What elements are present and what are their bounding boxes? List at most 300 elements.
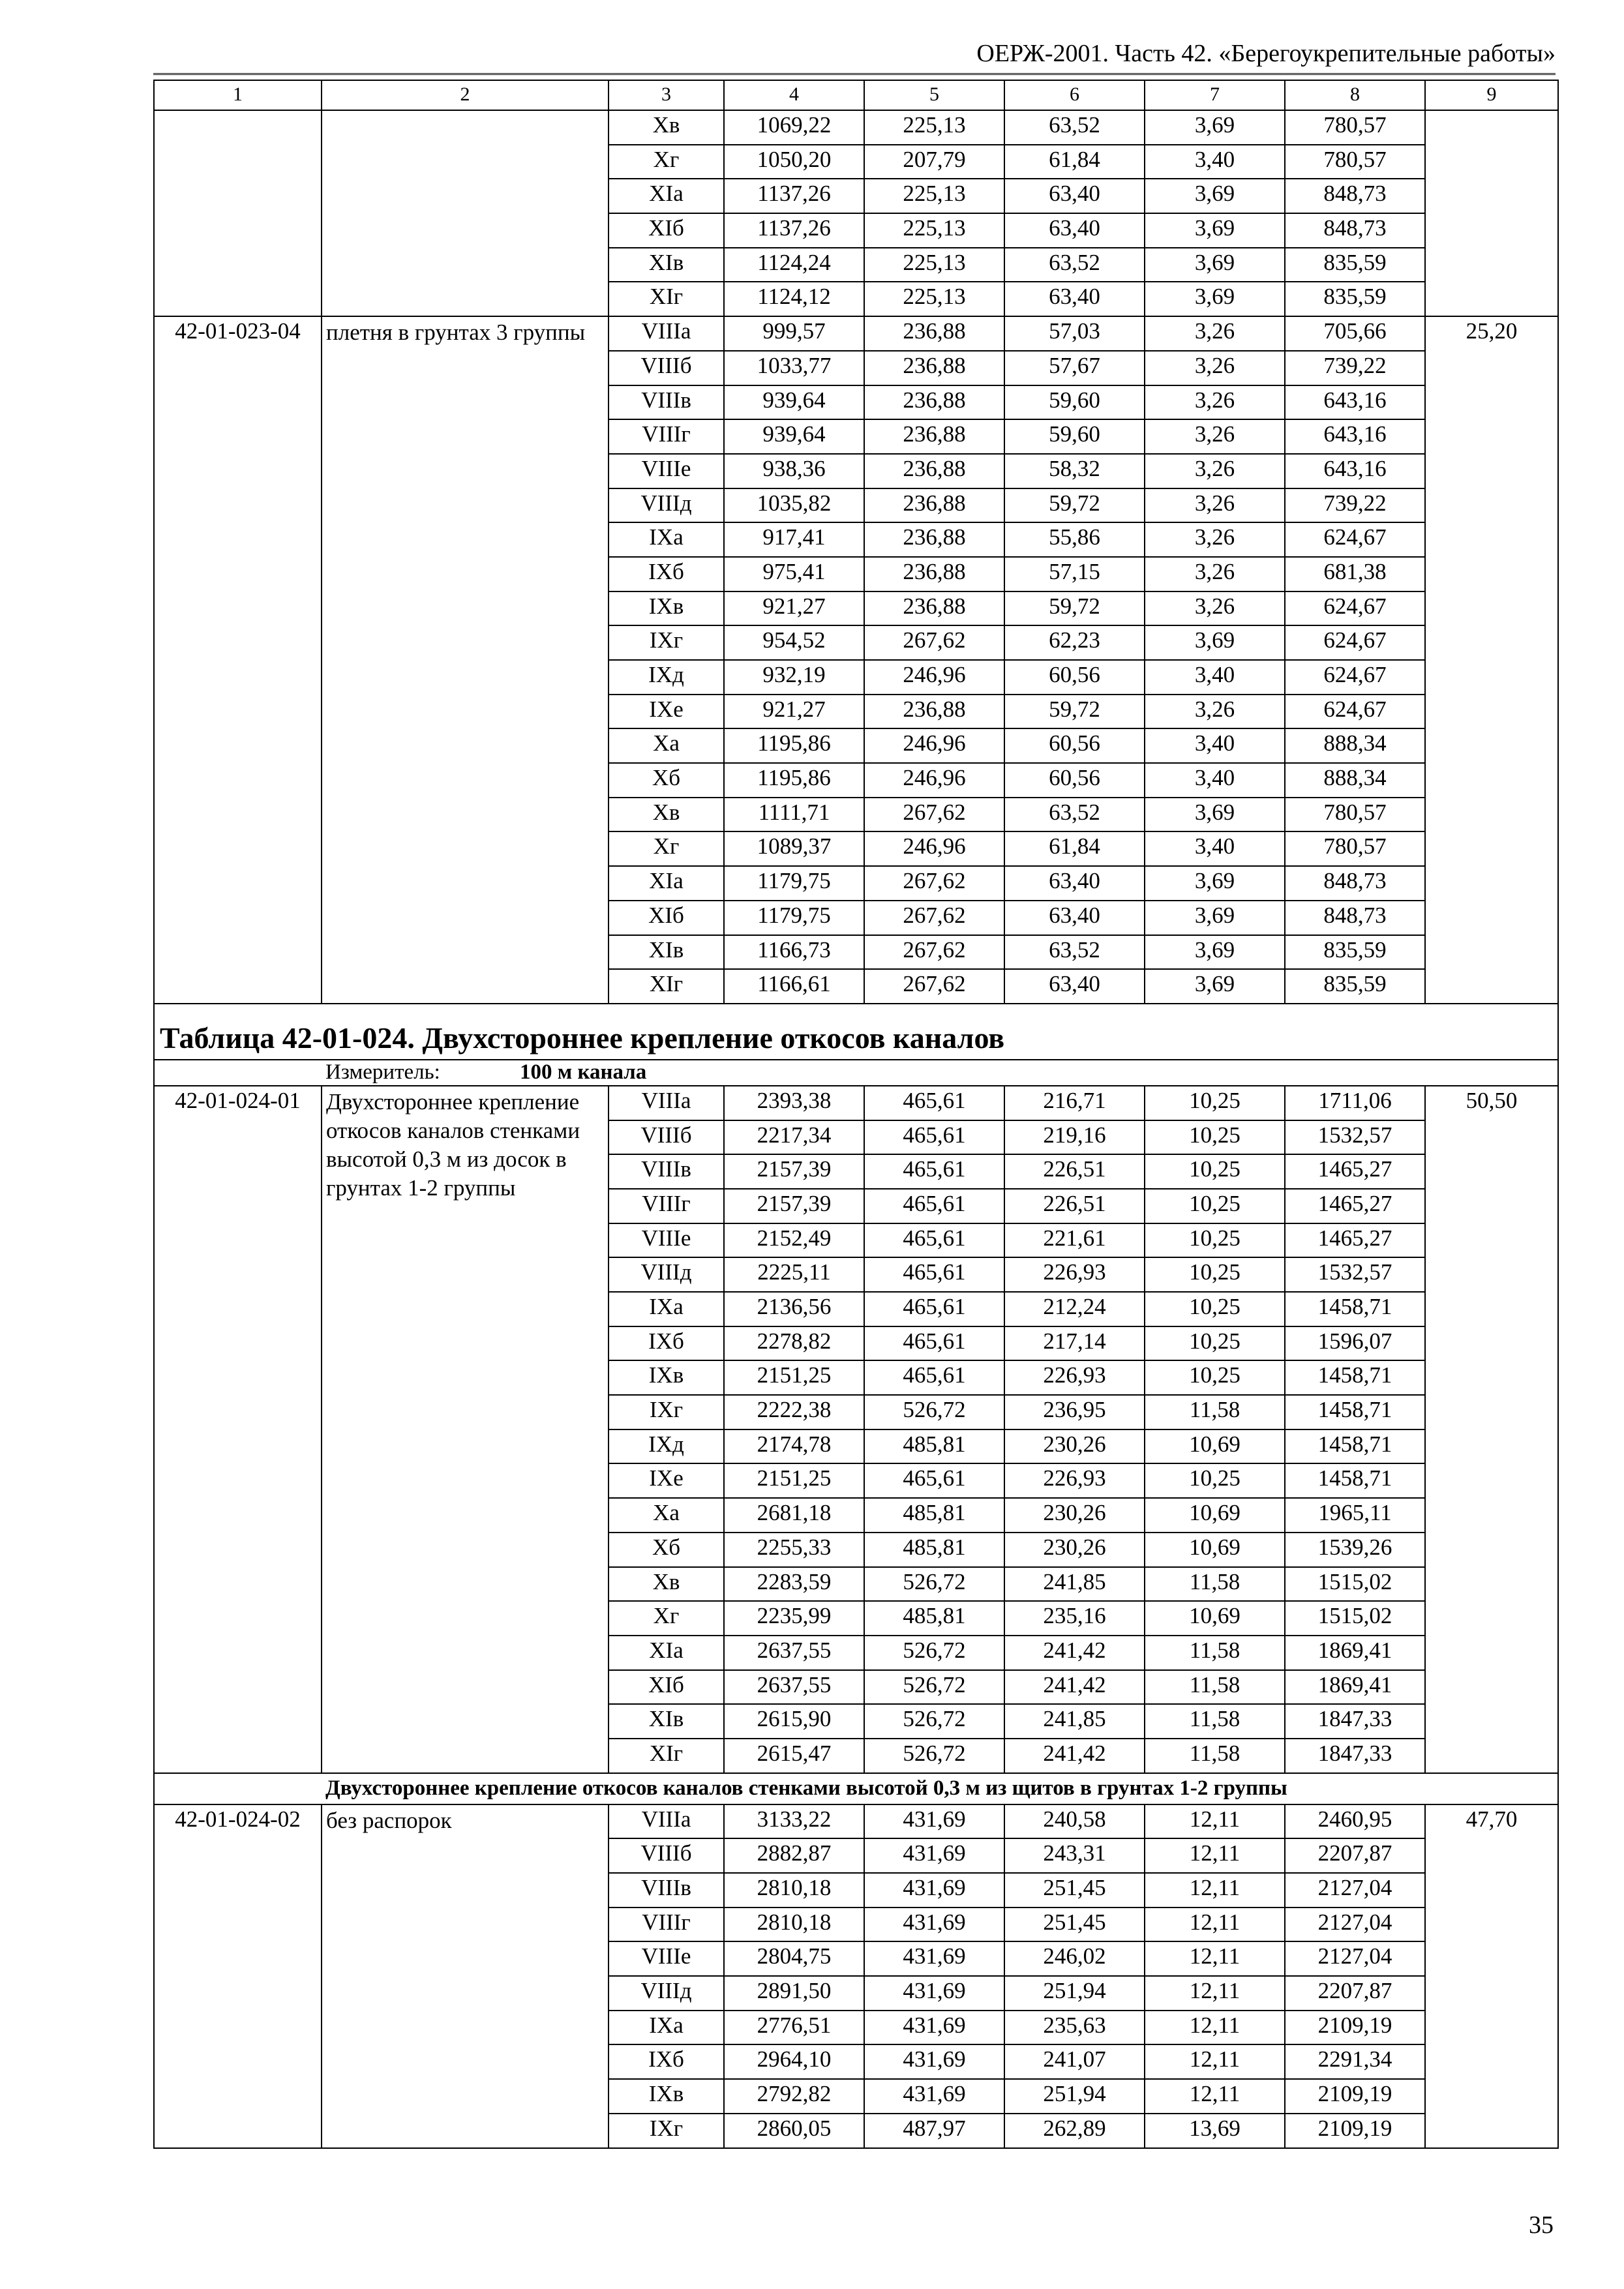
value-col7: 3,26 <box>1145 385 1285 420</box>
rate-description: Двухстороннее крепление откосов каналов стенками высотой 0,3 м из досок в грунтах 1-2 группы <box>322 1086 609 1773</box>
rate-code <box>154 110 322 316</box>
zone: VIIIб <box>609 1120 724 1155</box>
zone: ХIа <box>609 866 724 901</box>
value-col8: 624,67 <box>1285 695 1425 729</box>
rate-description <box>322 110 609 316</box>
value-col6: 217,14 <box>1004 1326 1145 1361</box>
labor-cost: 25,20 <box>1425 316 1558 1004</box>
value-col4: 954,52 <box>724 625 864 660</box>
value-col5: 236,88 <box>864 557 1004 591</box>
value-col7: 11,58 <box>1145 1670 1285 1705</box>
value-col4: 921,27 <box>724 591 864 626</box>
value-col7: 11,58 <box>1145 1739 1285 1773</box>
value-col8: 624,67 <box>1285 625 1425 660</box>
value-col5: 485,81 <box>864 1533 1004 1567</box>
value-col4: 2151,25 <box>724 1463 864 1498</box>
value-col4: 1069,22 <box>724 110 864 145</box>
value-col6: 61,84 <box>1004 831 1145 866</box>
value-col7: 3,40 <box>1145 660 1285 695</box>
zone: ХIб <box>609 1670 724 1705</box>
zone: IХа <box>609 522 724 557</box>
zone: Хв <box>609 1567 724 1602</box>
value-col6: 219,16 <box>1004 1120 1145 1155</box>
value-col5: 465,61 <box>864 1292 1004 1326</box>
value-col5: 465,61 <box>864 1463 1004 1498</box>
value-col5: 225,13 <box>864 248 1004 282</box>
value-col8: 888,34 <box>1285 763 1425 798</box>
value-col8: 1596,07 <box>1285 1326 1425 1361</box>
value-col6: 236,95 <box>1004 1395 1145 1429</box>
value-col7: 3,26 <box>1145 488 1285 523</box>
value-col6: 63,40 <box>1004 866 1145 901</box>
column-number: 3 <box>609 80 724 110</box>
value-col6: 63,40 <box>1004 282 1145 316</box>
value-col7: 12,11 <box>1145 2044 1285 2079</box>
value-col7: 11,58 <box>1145 1704 1285 1739</box>
zone: Ха <box>609 1498 724 1533</box>
rate-description: без распорок <box>322 1804 609 2148</box>
value-col6: 226,93 <box>1004 1360 1145 1395</box>
value-col5: 465,61 <box>864 1223 1004 1258</box>
value-col4: 2283,59 <box>724 1567 864 1602</box>
value-col8: 1465,27 <box>1285 1189 1425 1223</box>
value-col6: 58,32 <box>1004 454 1145 488</box>
value-col7: 12,11 <box>1145 1804 1285 1839</box>
value-col5: 267,62 <box>864 969 1004 1004</box>
value-col6: 212,24 <box>1004 1292 1145 1326</box>
value-col6: 62,23 <box>1004 625 1145 660</box>
value-col6: 235,16 <box>1004 1601 1145 1636</box>
value-col7: 12,11 <box>1145 1873 1285 1908</box>
value-col5: 465,61 <box>864 1120 1004 1155</box>
table-row <box>154 1086 1558 1120</box>
value-col7: 3,69 <box>1145 179 1285 213</box>
zone: VIIIа <box>609 316 724 351</box>
value-col8: 780,57 <box>1285 110 1425 145</box>
value-col6: 226,93 <box>1004 1257 1145 1292</box>
zone: ХIг <box>609 1739 724 1773</box>
value-col8: 1869,41 <box>1285 1670 1425 1705</box>
value-col7: 3,69 <box>1145 213 1285 248</box>
value-col7: 10,25 <box>1145 1223 1285 1258</box>
value-col7: 12,11 <box>1145 1976 1285 2011</box>
value-col7: 10,69 <box>1145 1533 1285 1567</box>
value-col7: 3,69 <box>1145 625 1285 660</box>
value-col4: 1111,71 <box>724 798 864 832</box>
zone: Хб <box>609 763 724 798</box>
value-col8: 780,57 <box>1285 145 1425 179</box>
value-col8: 2127,04 <box>1285 1941 1425 1976</box>
value-col8: 2207,87 <box>1285 1976 1425 2011</box>
value-col7: 3,26 <box>1145 454 1285 488</box>
rate-code: 42-01-023-04 <box>154 316 322 1004</box>
value-col6: 240,58 <box>1004 1804 1145 1839</box>
value-col7: 3,40 <box>1145 831 1285 866</box>
value-col5: 236,88 <box>864 695 1004 729</box>
zone: ХIв <box>609 935 724 970</box>
value-col6: 59,72 <box>1004 695 1145 729</box>
value-col7: 3,69 <box>1145 248 1285 282</box>
value-col8: 739,22 <box>1285 351 1425 385</box>
value-col7: 3,69 <box>1145 798 1285 832</box>
subheading-text: Двухстороннее крепление откосов каналов стенками высотой 0,3 м из щитов в грунтах 1-2 группы <box>322 1773 1558 1804</box>
value-col6: 235,63 <box>1004 2011 1145 2045</box>
value-col8: 848,73 <box>1285 866 1425 901</box>
zone: IХг <box>609 1395 724 1429</box>
value-col4: 2615,90 <box>724 1704 864 1739</box>
value-col6: 226,51 <box>1004 1189 1145 1223</box>
zone: IХв <box>609 1360 724 1395</box>
value-col5: 431,69 <box>864 2044 1004 2079</box>
value-col4: 2157,39 <box>724 1154 864 1189</box>
zone: VIIIб <box>609 1838 724 1873</box>
table-row <box>154 316 1558 351</box>
value-col4: 2217,34 <box>724 1120 864 1155</box>
value-col5: 246,96 <box>864 660 1004 695</box>
zone: ХIв <box>609 248 724 282</box>
value-col8: 624,67 <box>1285 591 1425 626</box>
value-col6: 57,03 <box>1004 316 1145 351</box>
value-col4: 1166,73 <box>724 935 864 970</box>
value-col8: 1458,71 <box>1285 1360 1425 1395</box>
value-col8: 2207,87 <box>1285 1838 1425 1873</box>
zone: VIIIв <box>609 385 724 420</box>
value-col5: 485,81 <box>864 1429 1004 1464</box>
table-row <box>154 1804 1558 1839</box>
value-col5: 246,96 <box>864 831 1004 866</box>
value-col6: 241,07 <box>1004 2044 1145 2079</box>
rate-code: 42-01-024-02 <box>154 1804 322 2148</box>
value-col8: 1465,27 <box>1285 1154 1425 1189</box>
value-col5: 225,13 <box>864 282 1004 316</box>
value-col7: 10,25 <box>1145 1463 1285 1498</box>
value-col8: 2127,04 <box>1285 1873 1425 1908</box>
value-col5: 485,81 <box>864 1601 1004 1636</box>
value-col7: 10,25 <box>1145 1292 1285 1326</box>
value-col8: 835,59 <box>1285 282 1425 316</box>
value-col6: 230,26 <box>1004 1429 1145 1464</box>
value-col5: 236,88 <box>864 454 1004 488</box>
value-col7: 11,58 <box>1145 1636 1285 1670</box>
value-col8: 780,57 <box>1285 798 1425 832</box>
value-col4: 2637,55 <box>724 1636 864 1670</box>
value-col4: 2804,75 <box>724 1941 864 1976</box>
zone: VIIIг <box>609 1189 724 1223</box>
value-col5: 246,96 <box>864 763 1004 798</box>
zone: ХIг <box>609 282 724 316</box>
value-col6: 59,72 <box>1004 488 1145 523</box>
value-col7: 10,25 <box>1145 1326 1285 1361</box>
value-col6: 63,52 <box>1004 248 1145 282</box>
subheading-spacer <box>154 1773 322 1804</box>
value-col4: 2393,38 <box>724 1086 864 1120</box>
value-col5: 431,69 <box>864 1804 1004 1839</box>
value-col8: 705,66 <box>1285 316 1425 351</box>
zone: IХб <box>609 2044 724 2079</box>
column-number: 4 <box>724 80 864 110</box>
value-col5: 526,72 <box>864 1567 1004 1602</box>
value-col7: 10,25 <box>1145 1257 1285 1292</box>
value-col5: 465,61 <box>864 1257 1004 1292</box>
value-col6: 59,60 <box>1004 385 1145 420</box>
value-col8: 1515,02 <box>1285 1601 1425 1636</box>
value-col5: 465,61 <box>864 1360 1004 1395</box>
zone: VIIIд <box>609 488 724 523</box>
zone: VIIIв <box>609 1873 724 1908</box>
value-col4: 2225,11 <box>724 1257 864 1292</box>
table-row <box>154 110 1558 145</box>
value-col7: 3,69 <box>1145 110 1285 145</box>
value-col7: 10,69 <box>1145 1429 1285 1464</box>
zone: IХб <box>609 557 724 591</box>
value-col6: 251,94 <box>1004 2079 1145 2114</box>
table-body <box>154 80 1558 2148</box>
value-col5: 431,69 <box>864 2079 1004 2114</box>
value-col5: 267,62 <box>864 866 1004 901</box>
value-col6: 241,85 <box>1004 1567 1145 1602</box>
zone: Хб <box>609 1533 724 1567</box>
value-col5: 225,13 <box>864 110 1004 145</box>
value-col6: 63,52 <box>1004 110 1145 145</box>
zone: IХа <box>609 1292 724 1326</box>
zone: IХв <box>609 591 724 626</box>
value-col8: 888,34 <box>1285 728 1425 763</box>
zone: VIIIе <box>609 454 724 488</box>
value-col8: 1458,71 <box>1285 1395 1425 1429</box>
zone: VIIIв <box>609 1154 724 1189</box>
value-col6: 63,52 <box>1004 798 1145 832</box>
value-col5: 431,69 <box>864 2011 1004 2045</box>
value-col4: 1137,26 <box>724 213 864 248</box>
value-col8: 1869,41 <box>1285 1636 1425 1670</box>
value-col8: 1515,02 <box>1285 1567 1425 1602</box>
value-col4: 1124,12 <box>724 282 864 316</box>
value-col4: 2136,56 <box>724 1292 864 1326</box>
value-col5: 236,88 <box>864 351 1004 385</box>
value-col6: 59,72 <box>1004 591 1145 626</box>
value-col7: 12,11 <box>1145 1908 1285 1942</box>
value-col8: 1847,33 <box>1285 1739 1425 1773</box>
column-number: 8 <box>1285 80 1425 110</box>
unit-label: Измеритель: <box>325 1060 440 1084</box>
unit-spacer <box>154 1060 322 1086</box>
value-col6: 262,89 <box>1004 2114 1145 2148</box>
value-col4: 999,57 <box>724 316 864 351</box>
value-col4: 2157,39 <box>724 1189 864 1223</box>
rates-table <box>153 80 1559 2149</box>
value-col6: 60,56 <box>1004 763 1145 798</box>
zone: IХе <box>609 695 724 729</box>
value-col7: 3,69 <box>1145 969 1285 1004</box>
value-col7: 12,11 <box>1145 1838 1285 1873</box>
value-col6: 57,15 <box>1004 557 1145 591</box>
labor-cost: 50,50 <box>1425 1086 1558 1773</box>
value-col6: 63,40 <box>1004 179 1145 213</box>
value-col8: 1711,06 <box>1285 1086 1425 1120</box>
value-col8: 2109,19 <box>1285 2114 1425 2148</box>
value-col8: 1965,11 <box>1285 1498 1425 1533</box>
value-col7: 3,26 <box>1145 522 1285 557</box>
rate-description: плетня в грунтах 3 группы <box>322 316 609 1004</box>
value-col4: 1195,86 <box>724 763 864 798</box>
rate-code: 42-01-024-01 <box>154 1086 322 1773</box>
column-number-row <box>154 80 1558 110</box>
value-col8: 1532,57 <box>1285 1120 1425 1155</box>
value-col4: 975,41 <box>724 557 864 591</box>
value-col8: 2109,19 <box>1285 2079 1425 2114</box>
value-col8: 835,59 <box>1285 969 1425 1004</box>
value-col5: 465,61 <box>864 1154 1004 1189</box>
value-col4: 2174,78 <box>724 1429 864 1464</box>
value-col6: 63,40 <box>1004 213 1145 248</box>
zone: VIIIд <box>609 1257 724 1292</box>
value-col6: 241,42 <box>1004 1670 1145 1705</box>
value-col8: 643,16 <box>1285 419 1425 454</box>
value-col4: 2792,82 <box>724 2079 864 2114</box>
value-col7: 10,25 <box>1145 1086 1285 1120</box>
value-col7: 10,25 <box>1145 1120 1285 1155</box>
value-col5: 236,88 <box>864 316 1004 351</box>
zone: IХд <box>609 660 724 695</box>
value-col5: 526,72 <box>864 1395 1004 1429</box>
value-col5: 485,81 <box>864 1498 1004 1533</box>
value-col4: 2278,82 <box>724 1326 864 1361</box>
value-col8: 835,59 <box>1285 935 1425 970</box>
column-number: 5 <box>864 80 1004 110</box>
value-col4: 939,64 <box>724 419 864 454</box>
value-col5: 487,97 <box>864 2114 1004 2148</box>
value-col6: 63,52 <box>1004 935 1145 970</box>
value-col5: 267,62 <box>864 625 1004 660</box>
value-col5: 267,62 <box>864 901 1004 935</box>
value-col5: 465,61 <box>864 1326 1004 1361</box>
value-col6: 63,40 <box>1004 901 1145 935</box>
value-col8: 780,57 <box>1285 831 1425 866</box>
zone: ХIа <box>609 179 724 213</box>
running-header: ОЕРЖ-2001. Часть 42. «Берегоукрепительные работы» <box>153 39 1556 75</box>
value-col4: 2860,05 <box>724 2114 864 2148</box>
value-col5: 246,96 <box>864 728 1004 763</box>
value-col8: 624,67 <box>1285 522 1425 557</box>
zone: VIIIд <box>609 1976 724 2011</box>
zone: VIIIе <box>609 1941 724 1976</box>
column-number: 1 <box>154 80 322 110</box>
page-number: 35 <box>1529 2211 1554 2239</box>
column-number: 6 <box>1004 80 1145 110</box>
value-col6: 246,02 <box>1004 1941 1145 1976</box>
zone: VIIIе <box>609 1223 724 1258</box>
value-col5: 267,62 <box>864 935 1004 970</box>
value-col5: 236,88 <box>864 419 1004 454</box>
zone: IХе <box>609 1463 724 1498</box>
value-col4: 2681,18 <box>724 1498 864 1533</box>
labor-cost <box>1425 110 1558 316</box>
value-col7: 10,69 <box>1145 1601 1285 1636</box>
zone: ХIб <box>609 213 724 248</box>
value-col6: 251,45 <box>1004 1908 1145 1942</box>
value-col7: 10,69 <box>1145 1498 1285 1533</box>
zone: Хг <box>609 145 724 179</box>
value-col5: 526,72 <box>864 1739 1004 1773</box>
zone: Хг <box>609 831 724 866</box>
value-col4: 2891,50 <box>724 1976 864 2011</box>
value-col6: 226,51 <box>1004 1154 1145 1189</box>
value-col5: 526,72 <box>864 1636 1004 1670</box>
value-col7: 12,11 <box>1145 2079 1285 2114</box>
zone: Ха <box>609 728 724 763</box>
value-col5: 465,61 <box>864 1189 1004 1223</box>
zone: VIIIа <box>609 1804 724 1839</box>
value-col5: 431,69 <box>864 1976 1004 2011</box>
value-col8: 1458,71 <box>1285 1463 1425 1498</box>
table-title: Таблица 42-01-024. Двухстороннее крепление откосов каналов <box>154 1004 1558 1060</box>
value-col4: 2151,25 <box>724 1360 864 1395</box>
value-col7: 3,40 <box>1145 145 1285 179</box>
value-col8: 624,67 <box>1285 660 1425 695</box>
column-number: 2 <box>322 80 609 110</box>
value-col4: 2810,18 <box>724 1873 864 1908</box>
zone: VIIIг <box>609 419 724 454</box>
value-col6: 221,61 <box>1004 1223 1145 1258</box>
value-col4: 2776,51 <box>724 2011 864 2045</box>
zone: Хг <box>609 1601 724 1636</box>
value-col8: 1532,57 <box>1285 1257 1425 1292</box>
value-col6: 60,56 <box>1004 660 1145 695</box>
value-col5: 236,88 <box>864 522 1004 557</box>
value-col7: 10,25 <box>1145 1189 1285 1223</box>
labor-cost: 47,70 <box>1425 1804 1558 2148</box>
value-col4: 2964,10 <box>724 2044 864 2079</box>
value-col6: 241,42 <box>1004 1739 1145 1773</box>
value-col8: 681,38 <box>1285 557 1425 591</box>
value-col8: 2291,34 <box>1285 2044 1425 2079</box>
value-col4: 1179,75 <box>724 901 864 935</box>
value-col4: 1195,86 <box>724 728 864 763</box>
value-col4: 2810,18 <box>724 1908 864 1942</box>
value-col7: 3,69 <box>1145 282 1285 316</box>
zone: ХIа <box>609 1636 724 1670</box>
value-col4: 1137,26 <box>724 179 864 213</box>
value-col8: 848,73 <box>1285 901 1425 935</box>
value-col7: 3,26 <box>1145 419 1285 454</box>
value-col6: 230,26 <box>1004 1533 1145 1567</box>
value-col7: 3,69 <box>1145 935 1285 970</box>
value-col6: 243,31 <box>1004 1838 1145 1873</box>
value-col7: 10,25 <box>1145 1360 1285 1395</box>
value-col8: 1539,26 <box>1285 1533 1425 1567</box>
value-col7: 3,69 <box>1145 901 1285 935</box>
zone: ХIг <box>609 969 724 1004</box>
value-col8: 2460,95 <box>1285 1804 1425 1839</box>
value-col6: 59,60 <box>1004 419 1145 454</box>
value-col4: 2152,49 <box>724 1223 864 1258</box>
value-col6: 241,42 <box>1004 1636 1145 1670</box>
value-col5: 236,88 <box>864 385 1004 420</box>
value-col8: 2127,04 <box>1285 1908 1425 1942</box>
value-col4: 1033,77 <box>724 351 864 385</box>
value-col4: 2637,55 <box>724 1670 864 1705</box>
value-col8: 1458,71 <box>1285 1429 1425 1464</box>
value-col8: 848,73 <box>1285 213 1425 248</box>
value-col5: 431,69 <box>864 1838 1004 1873</box>
value-col5: 225,13 <box>864 213 1004 248</box>
unit-cell <box>322 1060 1558 1086</box>
value-col6: 230,26 <box>1004 1498 1145 1533</box>
value-col7: 11,58 <box>1145 1567 1285 1602</box>
value-col4: 921,27 <box>724 695 864 729</box>
value-col4: 932,19 <box>724 660 864 695</box>
value-col4: 917,41 <box>724 522 864 557</box>
